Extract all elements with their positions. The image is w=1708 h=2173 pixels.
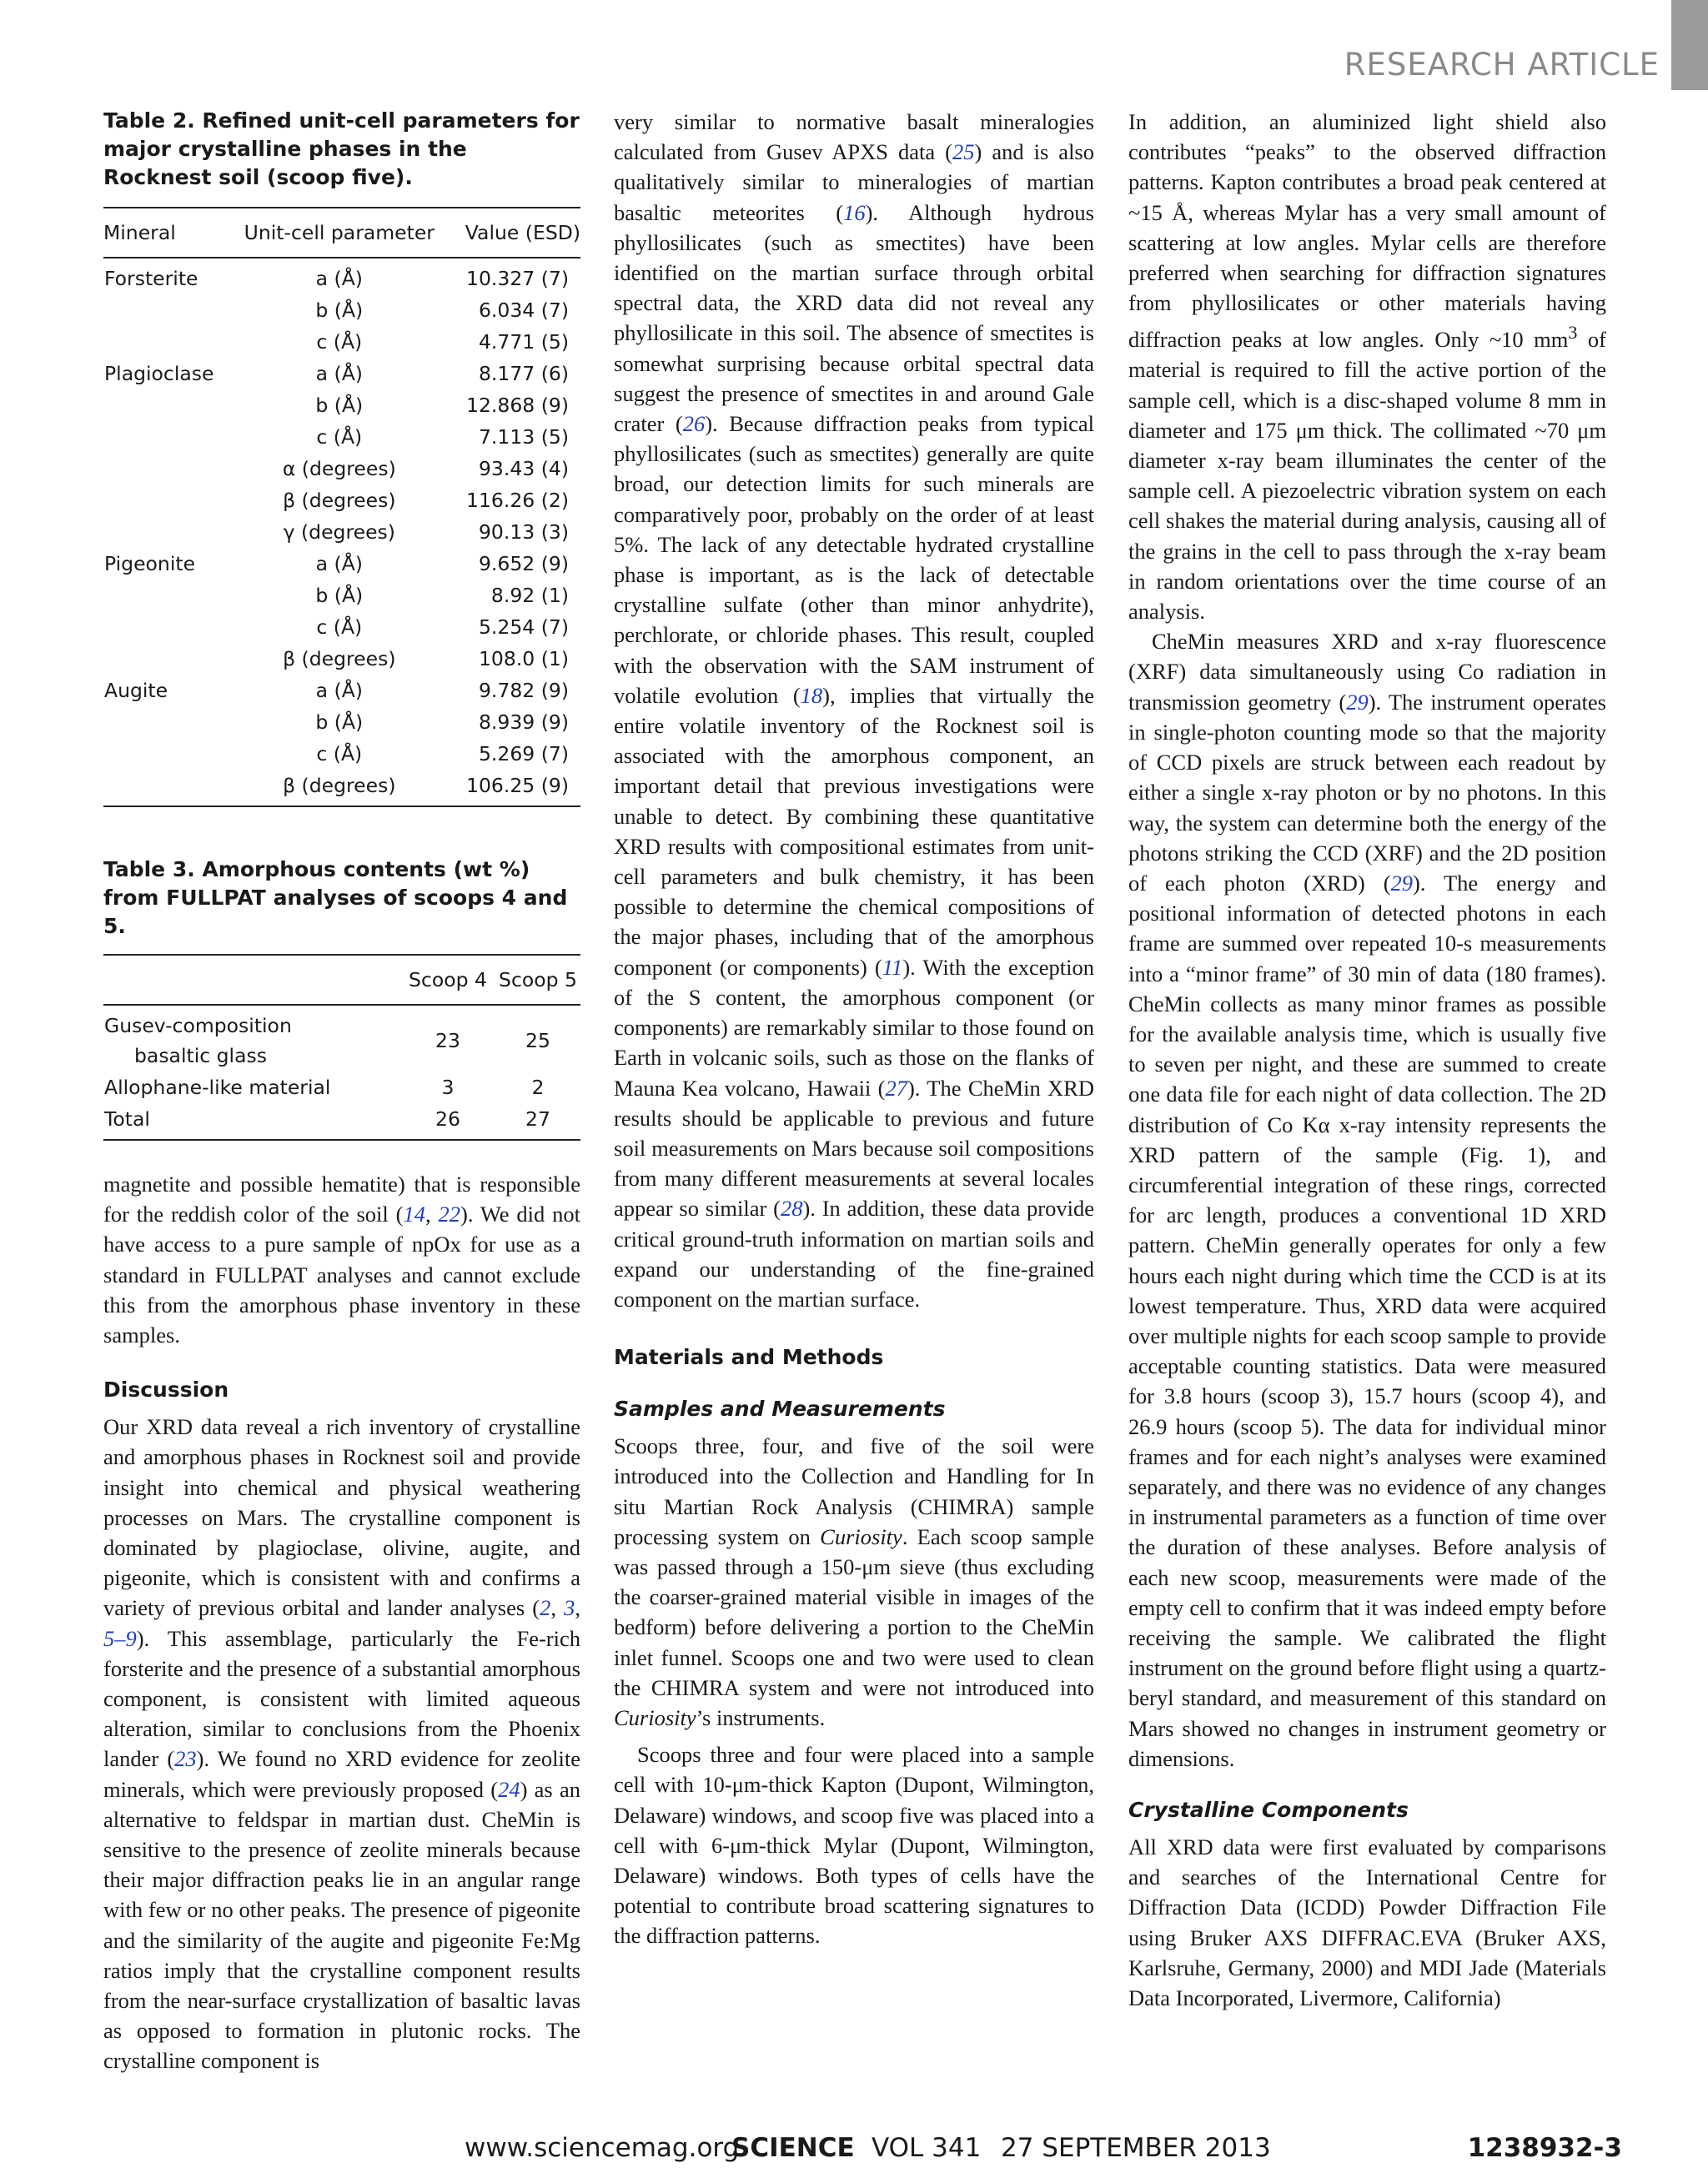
page-edge-tab [1671, 0, 1708, 90]
table3-cell-s5: 25 [525, 1029, 550, 1052]
table2-cell-mineral: Pigeonite [104, 552, 196, 575]
table2-cell-value: 4.771 (5) [478, 330, 569, 354]
table2-row [103, 770, 580, 806]
table2-header: Value (ESD) [465, 221, 580, 244]
text-run: . Each scoop sample was passed through a 150-μm sieve (thus excluding the coarser-grained material visible in images of the bedform) before delivering a portion to the CheMin inlet funnel. Scoops one and two were used to clean the CHIMRA system and were not introduced into [614, 1523, 1094, 1700]
footer-page-id: 1238932-3 [1467, 2133, 1622, 2163]
citation-link[interactable]: 16 [843, 199, 866, 225]
text-run: very similar to normative basalt mineralogies calculated from Gusev APXS data ( [614, 109, 1094, 165]
text-run: Our XRD data reveal a rich inventory of crystalline and amorphous phases in Rocknest soil and provide insight into chemical and physical weathering processes on Mars. The crystalline component is dominated by plagioclase, olivine, augite, and pigeonite, which is consistent with and confirms a variety of previous orbital and lander analyses ( [103, 1414, 580, 1621]
table2-cell-mineral [103, 706, 230, 738]
table2-cell-mineral [103, 294, 230, 326]
citation-link[interactable]: 29 [1390, 870, 1414, 896]
table2-cell-mineral: Augite [104, 679, 168, 702]
text-run: Scoops three and four were placed into a sample cell with 10-μm-thick Kapton (Dupont, Wilmington, Delaware) windows, and scoop five was placed into a cell with 6-μm-thick Mylar (Dupont, Wilmington, Delaware) windows. Both types of cells have the potential to contribute broad scattering signatures to the diffraction patterns. [614, 1742, 1094, 1949]
table3-cell-s4: 3 [441, 1076, 455, 1099]
table2-cell-parameter: b (Å) [315, 584, 364, 607]
table3-row [103, 1071, 580, 1103]
paragraph [1128, 107, 1606, 626]
table2-cell-parameter: c (Å) [316, 742, 363, 765]
table2-row [103, 643, 580, 675]
table2-cell-value: 8.939 (9) [478, 710, 569, 734]
citation-link[interactable]: 22 [438, 1202, 460, 1227]
table2-row [103, 258, 580, 294]
table2-cell-parameter: c (Å) [316, 615, 363, 639]
table2-cell-value: 106.25 (9) [466, 774, 569, 797]
text-run: ), implies that virtually the entire volatile inventory of the Rocknest soil is associated with the amorphous component, an important detail that previous investigations were unable to detect. By combining these quantitative XRD results with compositional estimates from unit-cell parameters and bulk chemistry, it has been possible to determine the chemical compositions of the major phases, including that of the amorphous component (or components) ( [614, 682, 1094, 980]
table2-cell-value: 8.177 (6) [478, 362, 569, 385]
table2-cell-mineral [103, 326, 230, 358]
text-run: ). We did not have access to a pure sample of npOx for use as a standard in FULLPAT analyses and cannot exclude this from the amorphous phase inventory in these samples. [103, 1202, 580, 1348]
text-run: ). The CheMin XRD results should be applicable to previous and future soil measurements on Mars because soil compositions from many different measurements at several locales appear so similar ( [614, 1075, 1094, 1222]
table3-header: Scoop 4 [409, 968, 487, 991]
table2-row [103, 675, 580, 706]
table2-cell-value: 10.327 (7) [466, 267, 569, 290]
table2-cell-value: 5.254 (7) [478, 615, 569, 639]
table2-cell-parameter: γ (degrees) [283, 520, 395, 544]
table2-cell-mineral: Plagioclase [104, 362, 214, 385]
citation-link[interactable]: 14 [403, 1202, 425, 1227]
table2-cell-mineral [103, 389, 230, 421]
table2 [103, 207, 580, 807]
citation-link[interactable]: 5–9 [103, 1625, 137, 1651]
table2-cell-value: 90.13 (3) [478, 520, 569, 544]
paragraph [103, 1412, 580, 2075]
section-heading-methods: Materials and Methods [614, 1345, 884, 1370]
column-3 [1128, 107, 1606, 2013]
table3-header-row [103, 955, 580, 1005]
table2-cell-parameter: a (Å) [315, 362, 363, 385]
table2-row [103, 548, 580, 580]
citation-link[interactable]: 28 [780, 1196, 803, 1222]
citation-link[interactable]: 3 [564, 1595, 575, 1621]
table2-caption: Table 2. Refined unit-cell parameters for major crystalline phases in the Rocknest soil (scoop five). [103, 108, 580, 189]
table3-header: Scoop 5 [499, 968, 577, 991]
text-run: ). This assemblage, particularly the Fe-rich forsterite and the presence of a substantial amorphous component, is consistent with limited aqueous alteration, similar to conclusions from the Phoenix lander ( [103, 1625, 580, 1772]
table3-body [103, 1005, 580, 1140]
table3-cell-s5: 2 [531, 1076, 545, 1099]
footer-url: www.sciencemag.org [465, 2133, 740, 2163]
citation-link[interactable]: 2 [540, 1595, 551, 1621]
table2-cell-mineral [103, 453, 230, 484]
table2-cell-parameter: a (Å) [315, 679, 363, 702]
text-run: , [424, 1202, 439, 1227]
table2-row [103, 421, 580, 453]
table3-cell-s5: 27 [525, 1107, 550, 1131]
table2-header: Mineral [103, 221, 176, 244]
table2-row [103, 326, 580, 358]
text-run: ). With the exception of the S content, the amorphous component (or components) are remarkably similar to those found on Earth in volcanic soils, such as those on the flanks of Mauna Kea volcano, Hawaii ( [614, 954, 1094, 1101]
paragraph [614, 107, 1094, 1314]
text-run: CheMin measures XRD and x-ray fluorescence (XRF) data simultaneously using Co radiation in transmission geometry ( [1128, 629, 1606, 715]
table2-row [103, 738, 580, 770]
table2-body [103, 258, 580, 806]
footer-volume: VOL 341 [872, 2133, 982, 2163]
table2-cell-parameter: β (degrees) [283, 489, 396, 512]
paragraph [103, 1169, 580, 1350]
table2-cell-mineral [103, 484, 230, 516]
italic-text: Curiosity [820, 1523, 902, 1549]
table3-label-line: Allophane-like material [104, 1076, 331, 1099]
text-run: ). We found no XRD evidence for zeolite minerals, which were previously proposed ( [103, 1746, 580, 1802]
table2-cell-value: 12.868 (9) [466, 394, 569, 417]
table2-cell-mineral [103, 516, 230, 548]
paragraph [614, 1739, 1094, 1950]
table2-cell-mineral [103, 580, 230, 611]
table3 [103, 954, 580, 1141]
citation-link[interactable]: 18 [800, 682, 823, 708]
table3-cell-label [103, 1005, 400, 1071]
text-run: ). Because diffraction peaks from typical phyllosilicates (such as smectites) generally are quite broad, our detection limits for such minerals are comparatively poor, probably on the order of at least 5%. The lack of any detectable hydrated crystalline phase is important, as is the lack of detectable crystalline sulfate (other than minor anhydrite), perchlorate, or chloride phases. This result, coupled with the observation with the SAM instrument of volatile evolution ( [614, 411, 1095, 708]
table3-label-line: Total [104, 1107, 150, 1131]
table3-cell-s4: 26 [435, 1107, 460, 1131]
table3-label-line: basaltic glass [134, 1044, 267, 1067]
table2-row [103, 706, 580, 738]
table2-cell-mineral [103, 421, 230, 453]
table3-row [103, 1103, 580, 1140]
table2-row [103, 294, 580, 326]
text-run: ). The instrument operates in single-photon counting mode so that the majority of CCD pixels are struck between each readout by either a single x-ray photon or by no photons. In this way, the system can determine both the energy of the photons striking the CCD (XRF) and the 2D position of each photon (XRD) ( [1128, 689, 1606, 896]
table2-cell-parameter: b (Å) [315, 710, 364, 734]
citation-link[interactable]: 29 [1346, 689, 1369, 715]
column-1 [103, 107, 580, 2076]
citation-link[interactable]: 25 [952, 139, 975, 165]
table2-cell-value: 7.113 (5) [478, 425, 569, 449]
column-2 [614, 107, 1094, 1951]
table2-cell-parameter: b (Å) [315, 299, 364, 322]
table2-cell-parameter: β (degrees) [283, 647, 396, 670]
subsection-heading-samples: Samples and Measurements [614, 1397, 946, 1422]
table2-cell-mineral [103, 643, 230, 675]
footer-date: 27 SEPTEMBER 2013 [1001, 2133, 1271, 2163]
table2-cell-parameter: a (Å) [315, 552, 363, 575]
paragraph [1128, 1832, 1606, 2013]
table2-row [103, 484, 580, 516]
table2-cell-parameter: c (Å) [316, 425, 363, 449]
table2-cell-parameter: c (Å) [316, 330, 363, 354]
citation-link[interactable]: 24 [498, 1776, 520, 1802]
paragraph [614, 1431, 1094, 1733]
table2-row [103, 358, 580, 389]
table2-cell-parameter: b (Å) [315, 394, 364, 417]
text-run: ’s instruments. [696, 1704, 826, 1730]
text-run: ). In addition, these data provide critical ground-truth information on martian soils and expand our understanding of the fine-grained component on the martian surface. [614, 1196, 1094, 1312]
footer-journal: SCIENCE [731, 2133, 855, 2163]
text-run: In addition, an aluminized light shield also contributes “peaks” to the observed diffraction patterns. Kapton contributes a broad peak centered at ~15 Å, whereas Mylar has a very small amount of scattering at low angles. Mylar cells are therefore preferred when searching for diffraction signatures from phyllosilicates or other materials having diffraction peaks at low angles. Only ~10 mm [1128, 109, 1606, 353]
citation-link[interactable]: 26 [682, 411, 706, 437]
table2-cell-value: 93.43 (4) [478, 457, 569, 480]
table2-cell-mineral [103, 770, 230, 806]
table2-cell-parameter: a (Å) [315, 267, 363, 290]
table3-caption: Table 3. Amorphous contents (wt %) from FULLPAT analyses of scoops 4 and 5. [103, 857, 568, 938]
table2-header-row [103, 208, 580, 258]
table2-row [103, 389, 580, 421]
table2-cell-parameter: β (degrees) [283, 774, 396, 797]
section-label: RESEARCH ARTICLE [1344, 47, 1660, 83]
italic-text: Curiosity [614, 1704, 696, 1730]
citation-link[interactable]: 23 [174, 1746, 197, 1772]
section-heading-discussion: Discussion [103, 1378, 229, 1403]
text-run: ) and is also qualitatively similar to mineralogies of martian basaltic meteorites ( [614, 139, 1094, 225]
text-run: ) as an alternative to feldspar in martian dust. CheMin is sensitive to the presence of zeolite minerals because their major diffraction peaks lie in an angular range with few or no other peaks. The presence of pigeonite and the similarity of the augite and pigeonite Fe:Mg ratios imply that the crystalline component results from the near-surface crystallization of basaltic lavas as opposed to formation in plutonic rocks. The crystalline component is [103, 1776, 580, 2074]
table2-cell-value: 6.034 (7) [478, 299, 569, 322]
table2-cell-value: 108.0 (1) [478, 647, 569, 670]
page-footer [0, 2133, 1708, 2166]
table2-cell-mineral: Forsterite [104, 267, 198, 290]
text-run: ). The energy and positional information of detected photons in each frame are summed over repeated 10-s measurements into a “minor frame” of 30 min of data (180 frames). CheMin collects as many minor frames as possible for the available analysis time, which is usually five to seven per night, and these are summed to create one data file for each night of data collection. The 2D distribution of Co Kα x-ray intensity represents the XRD pattern of the sample (Fig. 1), and circumferential integration of these rings, corrected for arc length, produces a conventional 1D XRD pattern. CheMin generally operates for only a few hours each night during which time the CCD is at its lowest temperature. Thus, XRD data were acquired over multiple nights for each scoop sample to provide acceptable counting statistics. Data were measured for 3.8 hours (scoop 3), 15.7 hours (scoop 4), and 26.9 hours (scoop 5). The data for individual minor frames and for each night’s analyses were examined separately, and there was no evidence of any changes in instrumental parameters as a function of time over the duration of these analyses. Before analysis of each new scoop, measurements were made of the empty cell to confirm that it was indeed empty before receiving the sample. We calibrated the flight instrument on the ground before flight using a quartz-beryl standard, and measurement of this standard on Mars showed no changes in instrument geometry or dimensions. [1128, 870, 1606, 1771]
table2-row [103, 453, 580, 484]
text-run: , [575, 1595, 580, 1621]
text-run: of material is required to fill the active portion of the sample cell, which is a disc-shaped volume 8 mm in diameter and 175 μm thick. The collimated ~70 μm diameter x-ray beam illuminates the center of the sample cell. A piezoelectric vibration system on each cell shakes the material during analysis, causing all of the grains in the cell to pass through the x-ray beam in random orientations over the time course of an analysis. [1128, 327, 1606, 625]
table2-cell-parameter: α (degrees) [282, 457, 396, 480]
table2-cell-value: 116.26 (2) [466, 489, 569, 512]
table2-row [103, 580, 580, 611]
table3-cell-label [103, 1071, 400, 1103]
text-run: All XRD data were first evaluated by comparisons and searches of the International Centre for Diffraction Data (ICDD) Powder Diffraction File using Bruker AXS DIFFRAC.EVA (Bruker AXS, Karlsruhe, Germany, 2000) and MDI Jade (Materials Data Incorporated, Livermore, California) [1128, 1834, 1606, 2011]
table2-cell-mineral [103, 611, 230, 643]
citation-link[interactable]: 11 [882, 954, 903, 980]
table3-cell-s4: 23 [435, 1029, 460, 1052]
table2-cell-mineral [103, 738, 230, 770]
table2-cell-value: 8.92 (1) [490, 584, 569, 607]
table2-header: Unit-cell parameter [244, 221, 435, 244]
text-run: , [550, 1595, 565, 1621]
table3-header [103, 955, 400, 1005]
citation-link[interactable]: 27 [885, 1075, 907, 1101]
table2-row [103, 611, 580, 643]
text-run: magnetite and possible hematite) that is responsible for the reddish color of the soil ( [103, 1172, 580, 1227]
table3-label-line: Gusev-composition [104, 1014, 292, 1037]
paragraph [1128, 626, 1606, 1774]
table2-cell-value: 9.782 (9) [478, 679, 569, 702]
text-run: Scoops three, four, and five of the soil were introduced into the Collection and Handling for In situ Martian Rock Analysis (CHIMRA) sample processing system on [614, 1433, 1094, 1549]
subsection-heading-crystalline: Crystalline Components [1128, 1798, 1409, 1822]
table2-row [103, 516, 580, 548]
table2-cell-value: 5.269 (7) [478, 742, 569, 765]
table3-row [103, 1005, 580, 1071]
superscript: 3 [1568, 322, 1578, 344]
text-run: ). Although hydrous phyllosilicates (such as smectites) have been identified on the martian surface through orbital spectral data, the XRD data did not reveal any phyllosilicate in this soil. The absence of smectites is somewhat surprising because orbital spectral data suggest the presence of smectites in and around Gale crater ( [614, 199, 1094, 437]
table2-cell-value: 9.652 (9) [478, 552, 569, 575]
table3-cell-label [103, 1103, 400, 1140]
